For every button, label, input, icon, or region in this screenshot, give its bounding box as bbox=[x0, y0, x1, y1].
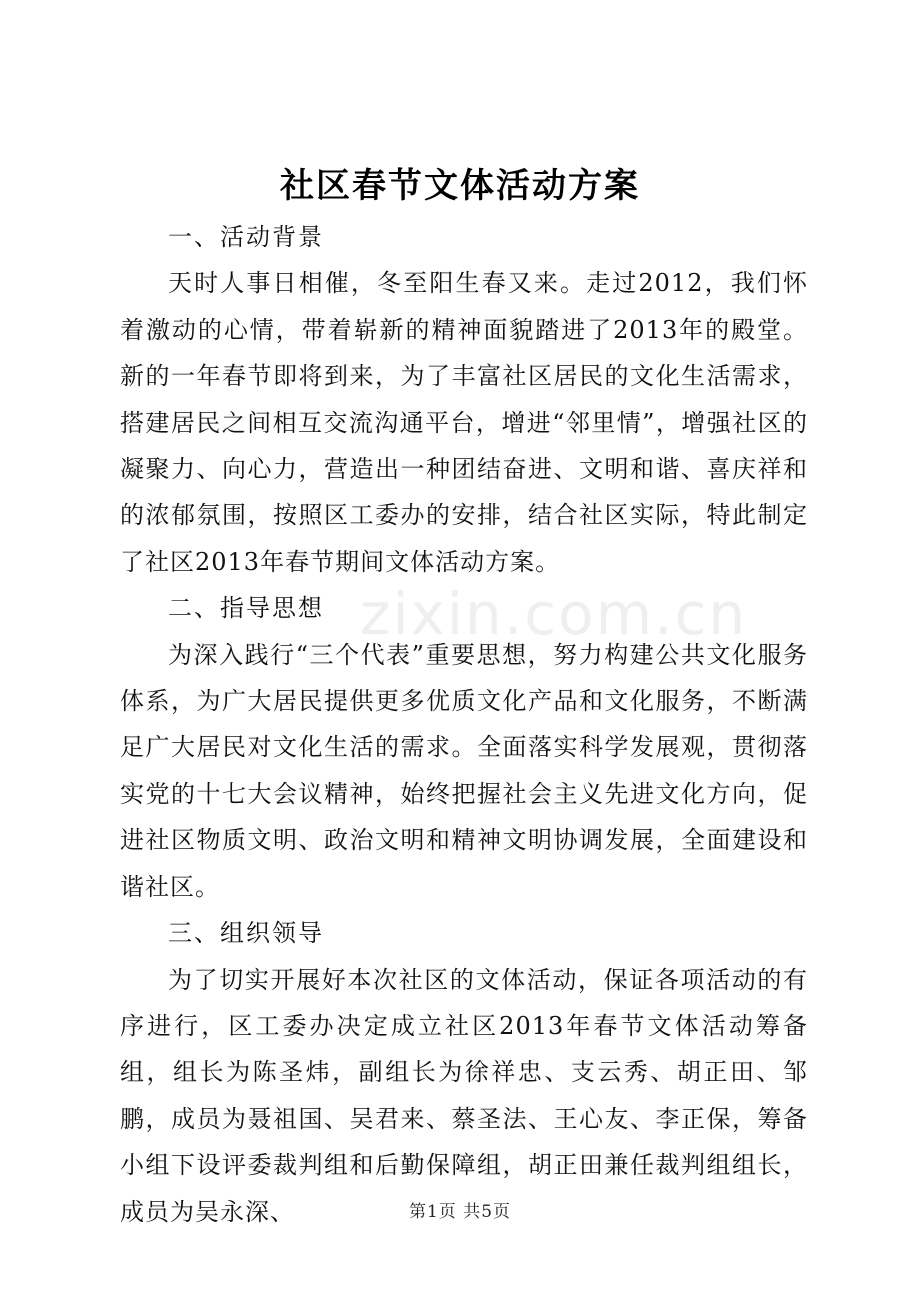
document-body bbox=[120, 214, 808, 1235]
section-heading-guiding-ideology: 二、指导思想 bbox=[168, 594, 324, 623]
paragraph-organization: 为了切实开展好本次社区的文体活动，保证各项活动的有序进行，区工委办决定成立社区2013年春节文体活动筹备组，组长为陈圣炜，副组长为徐祥忠、支云秀、胡正田、邹鹏，成员为聂祖国、吴君来、蔡圣法、王心友、李正保，筹备小组下设评委裁判组和后勤保障组，胡正田兼任裁判组组长，成员为吴永深、 bbox=[120, 965, 808, 1226]
page-footer: 第1页 共5页 bbox=[408, 1202, 512, 1222]
document-title: 社区春节文体活动方案 bbox=[280, 166, 640, 206]
site-watermark: zixin.com.cn bbox=[360, 580, 748, 648]
section-heading-organization: 三、组织领导 bbox=[168, 919, 324, 948]
paragraph-background: 天时人事日相催，冬至阳生春又来。走过2012，我们怀着激动的心情，带着崭新的精神面貌踏进了2013年的殿堂。新的一年春节即将到来，为了丰富社区居民的文化生活需求，搭建居民之间相互交流沟通平台，增进“邻里情”，增强社区的凝聚力、向心力，营造出一种团结奋进、文明和谐、喜庆祥和的浓郁氛围，按照区工委办的安排，结合社区实际，特此制定了社区2013年春节期间文体活动方案。 bbox=[120, 269, 808, 576]
paragraph-guiding-ideology: 为深入践行“三个代表”重要思想，努力构建公共文化服务体系，为广大居民提供更多优质文化产品和文化服务，不断满足广大居民对文化生活的需求。全面落实科学发展观，贯彻落实党的十七大会议精神，始终把握社会主义先进文化方向，促进社区物质文明、政治文明和精神文明协调发展，全面建设和谐社区。 bbox=[120, 640, 808, 901]
section-heading-background: 一、活动背景 bbox=[168, 223, 324, 251]
